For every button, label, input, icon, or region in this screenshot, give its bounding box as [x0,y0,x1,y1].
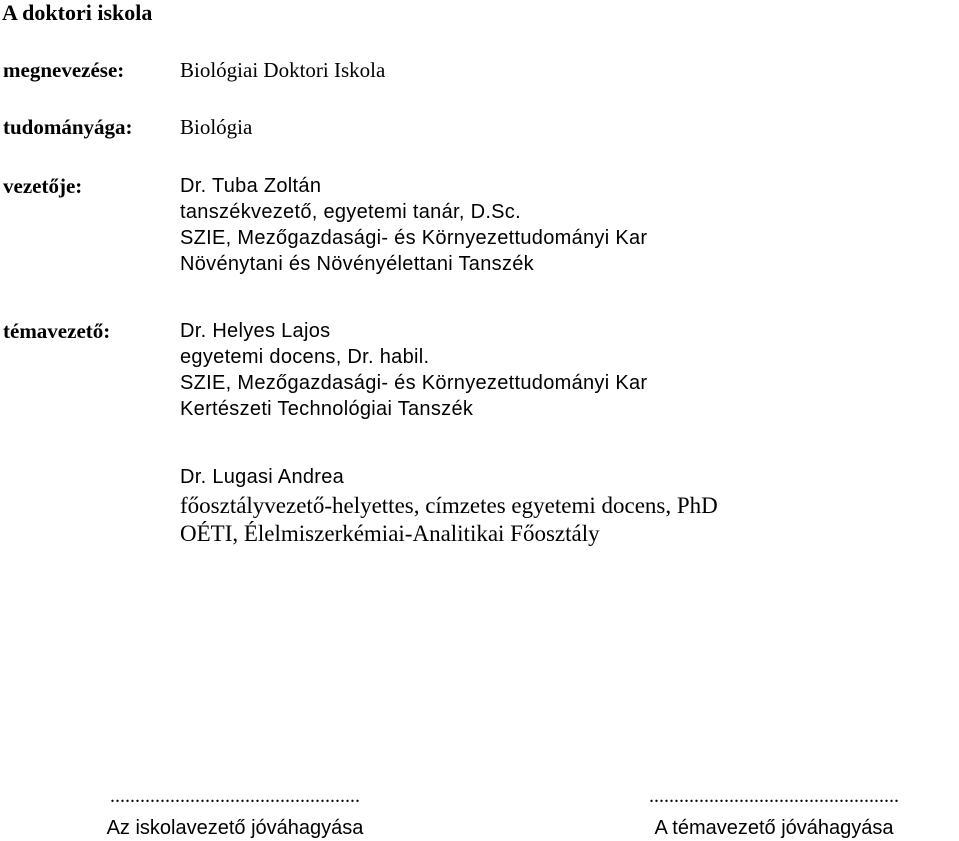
supervisor1-name: Dr. Helyes Lajos [180,320,331,342]
signature-left-label: Az iskolavezető jóváhagyása [106,817,364,839]
head-block [180,173,647,277]
discipline-label: tudományága: [3,115,133,139]
signature-right-line: .................................................. [649,785,899,807]
name-label: megnevezése: [3,58,125,82]
supervisor2-title: főosztályvezető-helyettes, címzetes egyetemi docens, PhD [180,493,718,518]
name-value-text: Biológiai Doktori Iskola [180,58,386,82]
page-title: A doktori iskola [2,0,153,25]
signature-right-label: A témavezető jóváhagyása [654,817,894,839]
head-department: Növénytani és Növényélettani Tanszék [180,253,534,275]
discipline-value [180,114,252,140]
signature-left [50,783,420,841]
discipline-value-text: Biológia [180,115,253,139]
supervisor2-name: Dr. Lugasi Andrea [180,466,345,488]
head-faculty: SZIE, Mezőgazdasági- és Környezettudományi Kar [180,227,648,249]
name-value [180,57,385,83]
signature-right [590,783,958,841]
signature-left-line: .................................................. [110,785,360,807]
supervisor1-block [180,318,647,422]
supervisor1-department: Kertészeti Technológiai Tanszék [180,398,474,420]
supervisor2-block [180,464,718,547]
supervisor2-institute: OÉTI, Élelmiszerkémiai-Analitikai Főosztály [180,521,600,546]
head-label: vezetője: [3,174,83,198]
head-name: Dr. Tuba Zoltán [180,175,322,197]
supervisor1-faculty: SZIE, Mezőgazdasági- és Környezettudományi Kar [180,372,648,394]
supervisor-label: témavezető: [3,319,111,343]
head-title: tanszékvezető, egyetemi tanár, D.Sc. [180,201,521,223]
supervisor1-title: egyetemi docens, Dr. habil. [180,346,430,368]
